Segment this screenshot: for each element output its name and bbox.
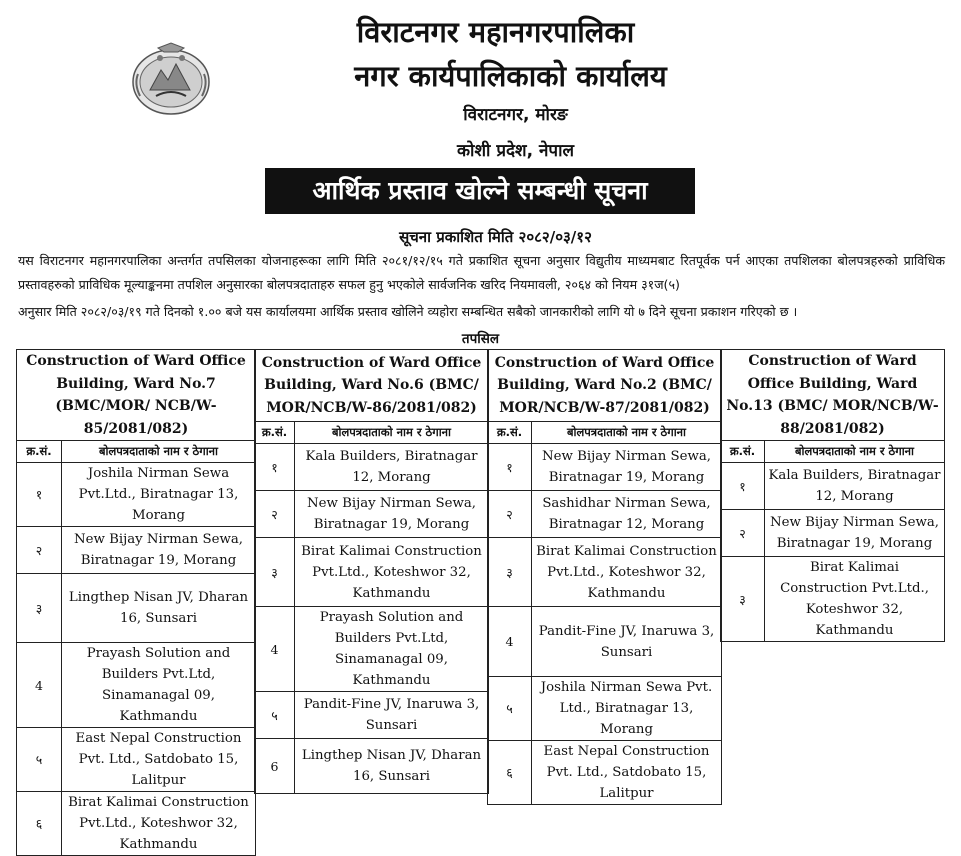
notice-title: आर्थिक प्रस्ताव खोल्ने सम्बन्धी सूचना <box>265 168 695 214</box>
bidder-name-address: New Bijay Nirman Sewa, Biratnagar 19, Morang <box>62 527 256 574</box>
bidder-name-address: Lingthep Nisan JV, Dharan 16, Sunsari <box>62 574 256 643</box>
bidder-name-address: Pandit-Fine JV, Inaruwa 3, Sunsari <box>295 692 489 739</box>
table-row <box>255 538 489 607</box>
table-row <box>255 444 489 491</box>
table-row <box>721 557 945 642</box>
bidder-table-3 <box>487 349 722 805</box>
bidder-name-address: Joshila Nirman Sewa Pvt. Ltd., Biratnagar 13, Morang <box>532 677 722 741</box>
row-serial-number: ३ <box>488 538 532 607</box>
row-serial-number: १ <box>17 463 62 527</box>
bidder-name-address: Pandit-Fine JV, Inaruwa 3, Sunsari <box>532 607 722 677</box>
schedule-label: तपसिल <box>461 331 500 347</box>
row-serial-number: 4 <box>488 607 532 677</box>
table-row <box>255 739 489 794</box>
row-serial-number: 4 <box>17 643 62 728</box>
bidder-name-address: East Nepal Construction Pvt. Ltd., Satdobato 15, Lalitpur <box>62 728 256 792</box>
table-row <box>488 607 722 677</box>
column-header-sn: क्र.सं. <box>488 422 532 444</box>
office-name: नगर कार्यपालिकाको कार्यालय <box>354 59 667 93</box>
table-row <box>17 728 256 792</box>
bidder-name-address: Kala Builders, Biratnagar 12, Morang <box>765 463 945 510</box>
row-serial-number: ५ <box>17 728 62 792</box>
table-row <box>17 643 256 728</box>
table-row <box>17 792 256 856</box>
bidder-name-address: Lingthep Nisan JV, Dharan 16, Sunsari <box>295 739 489 794</box>
bidder-name-address: Prayash Solution and Builders Pvt.Ltd, Sinamanagal 09, Kathmandu <box>295 607 489 692</box>
published-date: सूचना प्रकाशित मिति २०८२/०३/१२ <box>399 228 592 246</box>
table-row <box>488 491 722 538</box>
table-row <box>17 463 256 527</box>
project-title: Construction of Ward Office Building, Ward No.7 (BMC/MOR/ NCB/W-85/2081/082) <box>17 350 256 441</box>
bidder-name-address: Kala Builders, Biratnagar 12, Morang <box>295 444 489 491</box>
table-row <box>17 574 256 643</box>
row-serial-number: 6 <box>255 739 295 794</box>
bidder-name-address: New Bijay Nirman Sewa, Biratnagar 19, Morang <box>295 491 489 538</box>
table-row <box>488 538 722 607</box>
row-serial-number: १ <box>488 444 532 491</box>
bidder-name-address: Birat Kalimai Construction Pvt.Ltd., Koteshwor 32, Kathmandu <box>295 538 489 607</box>
row-serial-number: १ <box>255 444 295 491</box>
table-row <box>721 510 945 557</box>
bidder-name-address: New Bijay Nirman Sewa, Biratnagar 19, Morang <box>765 510 945 557</box>
table-row <box>488 677 722 741</box>
row-serial-number: २ <box>488 491 532 538</box>
row-serial-number: 4 <box>255 607 295 692</box>
table-row <box>255 607 489 692</box>
bidder-tables <box>16 349 944 852</box>
bidder-name-address: Birat Kalimai Construction Pvt.Ltd., Koteshwor 32, Kathmandu <box>532 538 722 607</box>
column-header-bidder: बोलपत्रदाताको नाम र ठेगाना <box>765 441 945 463</box>
bidder-table-2 <box>254 349 489 794</box>
column-header-sn: क्र.सं. <box>721 441 765 463</box>
table-row <box>488 741 722 805</box>
bidder-name-address: New Bijay Nirman Sewa, Biratnagar 19, Morang <box>532 444 722 491</box>
row-serial-number: ५ <box>255 692 295 739</box>
office-location: विराटनगर, मोरङ <box>463 105 568 125</box>
province-country: कोशी प्रदेश, नेपाल <box>457 141 574 161</box>
table-row <box>17 527 256 574</box>
column-header-bidder: बोलपत्रदाताको नाम र ठेगाना <box>62 441 256 463</box>
row-serial-number: २ <box>17 527 62 574</box>
project-title: Construction of Ward Office Building, Ward No.13 (BMC/ MOR/NCB/W-88/2081/082) <box>721 350 945 441</box>
column-header-bidder: बोलपत्रदाताको नाम र ठेगाना <box>295 422 489 444</box>
row-serial-number: ६ <box>17 792 62 856</box>
column-header-sn: क्र.सं. <box>17 441 62 463</box>
project-title: Construction of Ward Office Building, Ward No.2 (BMC/ MOR/NCB/W-87/2081/082) <box>488 350 722 422</box>
bidder-name-address: East Nepal Construction Pvt. Ltd., Satdobato 15, Lalitpur <box>532 741 722 805</box>
project-title: Construction of Ward Office Building, Ward No.6 (BMC/ MOR/NCB/W-86/2081/082) <box>255 350 489 422</box>
row-serial-number: २ <box>721 510 765 557</box>
bidder-name-address: Birat Kalimai Construction Pvt.Ltd., Koteshwor 32, Kathmandu <box>765 557 945 642</box>
table-row <box>255 491 489 538</box>
table-row <box>721 463 945 510</box>
column-header-bidder: बोलपत्रदाताको नाम र ठेगाना <box>532 422 722 444</box>
row-serial-number: ३ <box>721 557 765 642</box>
notice-body-last-line: अनुसार मिति २०८२/०३/१९ गते दिनको १.०० बजे यस कार्यालयमा आर्थिक प्रस्ताव खोलिने व्यहोरा सम्बन्धित सबैको जानकारीको लागि यो ७ दिने सूचना प्रकाशन गरिएको छ । <box>18 304 798 319</box>
bidder-table-1 <box>16 349 256 856</box>
table-row <box>488 444 722 491</box>
column-header-sn: क्र.सं. <box>255 422 295 444</box>
row-serial-number: ३ <box>255 538 295 607</box>
bidder-table-4 <box>720 349 945 642</box>
bidder-name-address: Sashidhar Nirman Sewa, Biratnagar 12, Morang <box>532 491 722 538</box>
bidder-name-address: Prayash Solution and Builders Pvt.Ltd, Sinamanagal 09, Kathmandu <box>62 643 256 728</box>
row-serial-number: ६ <box>488 741 532 805</box>
table-row <box>255 692 489 739</box>
bidder-name-address: Birat Kalimai Construction Pvt.Ltd., Koteshwor 32, Kathmandu <box>62 792 256 856</box>
row-serial-number: ५ <box>488 677 532 741</box>
row-serial-number: १ <box>721 463 765 510</box>
notice-body: यस विराटनगर महानगरपालिका अन्तर्गत तपसिलका योजनाहरूका लागि मिति २०८१/१२/१५ गते प्रकाशित सूचना अनुसार विद्युतीय माध्यमबाट रितपूर्वक पर्न आएका तपशिलका बोलपत्रहरुको प्राविधिक प्रस्तावहरुको प्राविधिक मूल्याङ्कनमा तपशिल अनुसारका बोलपत्रदाताहरु सफल हुनु भएकोले सार्वजनिक खरिद नियमावली, २०६४ को नियम ३१ज(५) <box>18 253 945 292</box>
bidder-name-address: Joshila Nirman Sewa Pvt.Ltd., Biratnagar 13, Morang <box>62 463 256 527</box>
row-serial-number: ३ <box>17 574 62 643</box>
row-serial-number: २ <box>255 491 295 538</box>
municipality-name: विराटनगर महानगरपालिका <box>356 15 635 49</box>
